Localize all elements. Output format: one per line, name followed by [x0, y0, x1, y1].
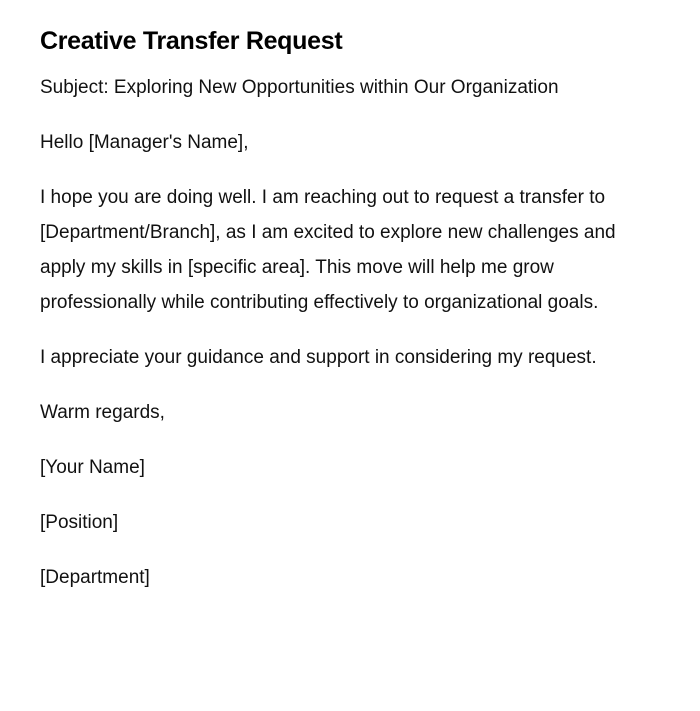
greeting: Hello [Manager's Name],	[40, 131, 249, 153]
signature-position: [Position]	[40, 511, 119, 533]
document-title: Creative Transfer Request	[40, 27, 343, 55]
closing: Warm regards,	[40, 401, 165, 423]
body-paragraph: I hope you are doing well. I am reaching out to request a transfer to [Department/Branch], as I am excited to explore new challenges and apply my skills in [specific area]. This move will help me grow professionally while contributing effectively to organizational goals.	[40, 186, 616, 313]
signature-department: [Department]	[40, 566, 150, 588]
body-paragraph: I appreciate your guidance and support in considering my request.	[40, 346, 597, 368]
signature-name: [Your Name]	[40, 456, 145, 478]
subject-line: Subject: Exploring New Opportunities within Our Organization	[40, 76, 559, 98]
